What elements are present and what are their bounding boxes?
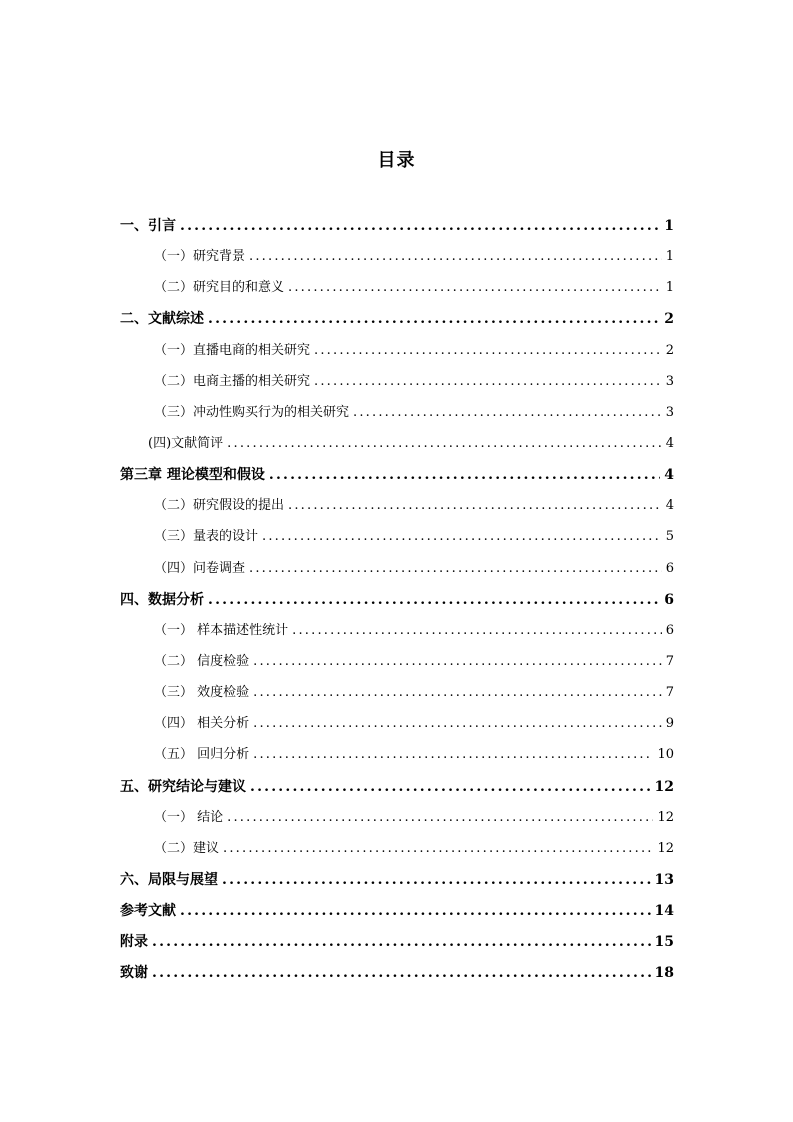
toc-label: 四、数据分析: [120, 591, 204, 608]
toc-leader: [249, 557, 662, 581]
toc-entry[interactable]: [120, 494, 674, 525]
toc-label: （三） 效度检验: [154, 685, 250, 701]
toc-label: 二、文献综述: [120, 311, 204, 328]
toc-entry[interactable]: [120, 681, 674, 712]
toc-page-number: 3: [665, 404, 674, 420]
toc-page-number: 6: [665, 622, 674, 638]
toc-page-number: 2: [665, 342, 674, 358]
toc-leader: [249, 245, 662, 269]
toc-label: （一）研究背景: [154, 249, 246, 265]
toc-label: 一、引言: [120, 218, 176, 234]
toc-leader: [250, 775, 651, 799]
toc-leader: [152, 961, 651, 985]
toc-page-number: 12: [657, 840, 674, 856]
toc-page-number: 12: [657, 809, 674, 825]
toc-entry[interactable]: [120, 712, 674, 743]
toc-label: 参考文献: [120, 903, 176, 920]
toc-entry[interactable]: [120, 837, 674, 868]
toc-leader: [253, 681, 662, 705]
toc-label: （一） 结论: [154, 809, 224, 825]
toc-label: （三）冲动性购买行为的相关研究: [154, 404, 350, 420]
table-of-contents: [120, 214, 674, 993]
page-title: 目录: [377, 150, 416, 171]
toc-entry[interactable]: [120, 339, 674, 370]
toc-leader: [227, 432, 662, 456]
toc-leader: [253, 743, 653, 767]
toc-entry[interactable]: [120, 307, 674, 338]
toc-page-number: 7: [665, 653, 674, 669]
toc-page-number: 2: [664, 311, 674, 328]
toc-leader: [208, 307, 660, 331]
toc-leader: [253, 650, 662, 674]
toc-entry[interactable]: [120, 276, 674, 307]
toc-leader: [314, 370, 662, 394]
toc-entry[interactable]: [120, 619, 674, 650]
toc-label: （四）问卷调查: [154, 560, 246, 576]
toc-label: （五） 回归分析: [154, 747, 250, 763]
toc-entry[interactable]: [120, 650, 674, 681]
toc-page-number: 1: [664, 218, 674, 234]
toc-page-number: 9: [665, 716, 674, 732]
toc-leader: [208, 588, 660, 612]
toc-label: （三）量表的设计: [154, 529, 259, 545]
toc-page-number: 4: [665, 435, 674, 451]
toc-entry[interactable]: [120, 525, 674, 556]
toc-entry[interactable]: [120, 775, 674, 806]
toc-leader: [288, 494, 662, 518]
toc-page-number: 6: [664, 591, 674, 608]
toc-entry[interactable]: [120, 557, 674, 588]
toc-label: 致谢: [120, 965, 148, 982]
toc-page-number: 10: [657, 747, 674, 763]
toc-leader: [353, 401, 662, 425]
toc-entry[interactable]: [120, 961, 674, 992]
toc-leader: [269, 463, 660, 487]
toc-label: （一） 样本描述性统计: [154, 622, 289, 638]
toc-label: （一）直播电商的相关研究: [154, 342, 311, 358]
toc-label: （二）研究目的和意义: [154, 280, 285, 296]
toc-label: 第三章 理论模型和假设: [120, 467, 265, 484]
toc-leader: [227, 806, 653, 830]
toc-label: 五、研究结论与建议: [120, 778, 246, 795]
toc-leader: [223, 837, 653, 861]
toc-label: 附录: [120, 934, 148, 951]
toc-page-number: 7: [665, 685, 674, 701]
toc-entry[interactable]: [120, 463, 674, 494]
toc-leader: [262, 525, 662, 549]
toc-page-number: 13: [654, 871, 674, 888]
toc-entry[interactable]: [120, 806, 674, 837]
toc-leader: [180, 214, 660, 238]
toc-page-number: 18: [654, 965, 674, 982]
toc-page-number: 6: [665, 560, 674, 576]
toc-leader: [180, 899, 651, 923]
toc-label: （二） 信度检验: [154, 653, 250, 669]
toc-label: (四)文献简评: [148, 435, 224, 451]
toc-page-number: 15: [654, 934, 674, 951]
toc-label: （二）电商主播的相关研究: [154, 373, 311, 389]
toc-entry[interactable]: [120, 868, 674, 899]
toc-label: （二）研究假设的提出: [154, 498, 285, 514]
toc-leader: [288, 276, 662, 300]
toc-leader: [314, 339, 662, 363]
toc-label: 六、局限与展望: [120, 871, 218, 888]
toc-entry[interactable]: [120, 432, 674, 463]
toc-leader: [152, 930, 651, 954]
toc-page-number: 4: [664, 467, 674, 484]
toc-entry[interactable]: [120, 370, 674, 401]
toc-page-number: 1: [665, 280, 674, 296]
toc-leader: [253, 712, 662, 736]
toc-page-number: 5: [665, 529, 674, 545]
toc-entry[interactable]: [120, 245, 674, 276]
toc-leader: [222, 868, 651, 892]
toc-label: （四） 相关分析: [154, 716, 250, 732]
toc-page-number: 12: [654, 778, 674, 795]
toc-entry[interactable]: [120, 899, 674, 930]
toc-entry[interactable]: [120, 743, 674, 774]
toc-page-number: 4: [665, 498, 674, 514]
toc-entry[interactable]: [120, 214, 674, 245]
toc-entry[interactable]: [120, 401, 674, 432]
toc-entry[interactable]: [120, 930, 674, 961]
toc-page-number: 3: [665, 373, 674, 389]
toc-page-number: 14: [654, 903, 674, 920]
toc-entry[interactable]: [120, 588, 674, 619]
toc-label: （二）建议: [154, 840, 220, 856]
toc-leader: [292, 619, 662, 643]
toc-page-number: 1: [665, 249, 674, 265]
